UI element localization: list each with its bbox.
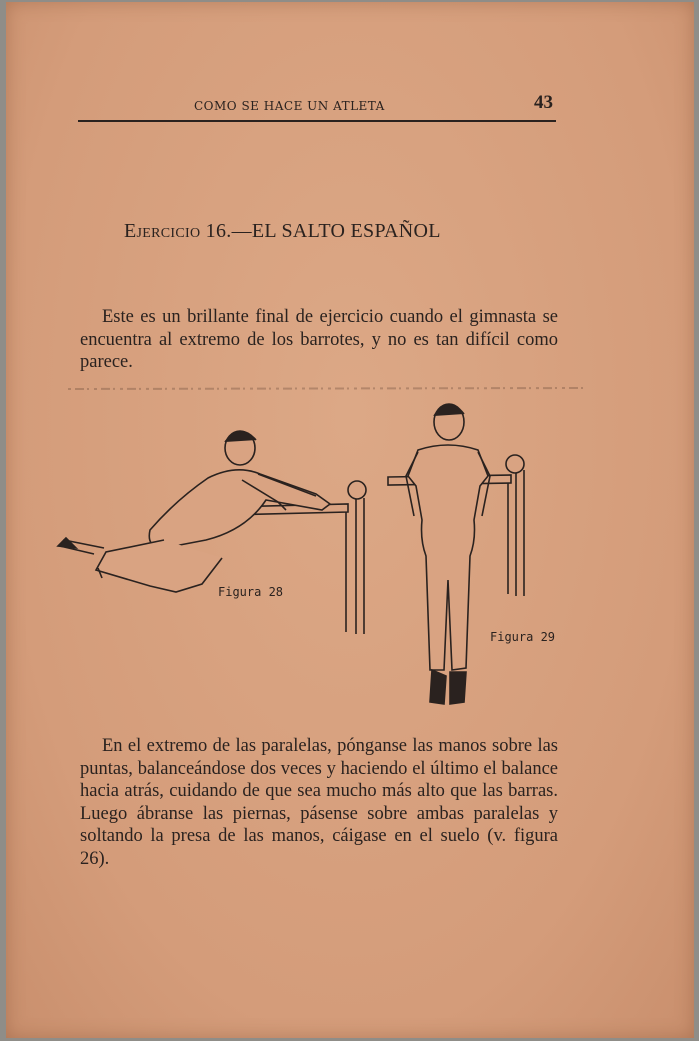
exercise-title: —EL SALTO ESPAÑOL [231, 220, 441, 242]
page-number: 43 [534, 92, 553, 113]
running-title: COMO SE HACE UN ATLETA [194, 99, 385, 113]
exercise-label: Ejercicio 16. [124, 220, 232, 242]
figure-28-caption: Figura 28 [218, 585, 284, 599]
exercise-heading [124, 220, 441, 243]
intro-paragraph: Este es un brillante final de ejercicio cuando el gimnasta se encuentra al extremo de los barrotes, y no es tan difícil como parece. [80, 307, 558, 372]
figure-29-drawing [388, 404, 524, 704]
instructions-paragraph: En el extremo de las paralelas, pónganse las manos sobre las puntas, balanceándose dos veces y haciendo el último el balance hacia atrás, cuidando de que sea mucho más alto que las barras. Luego ábranse las piernas, pásense sobre ambas paralelas y soltando la presa de las manos, cáigase en el suelo (v. figura 26). [80, 736, 558, 869]
figure-28-drawing [58, 431, 366, 634]
figure-29-caption: Figura 29 [490, 630, 556, 644]
header-rule [78, 120, 556, 122]
exercise-illustration [46, 380, 606, 715]
book-page [6, 2, 694, 1038]
